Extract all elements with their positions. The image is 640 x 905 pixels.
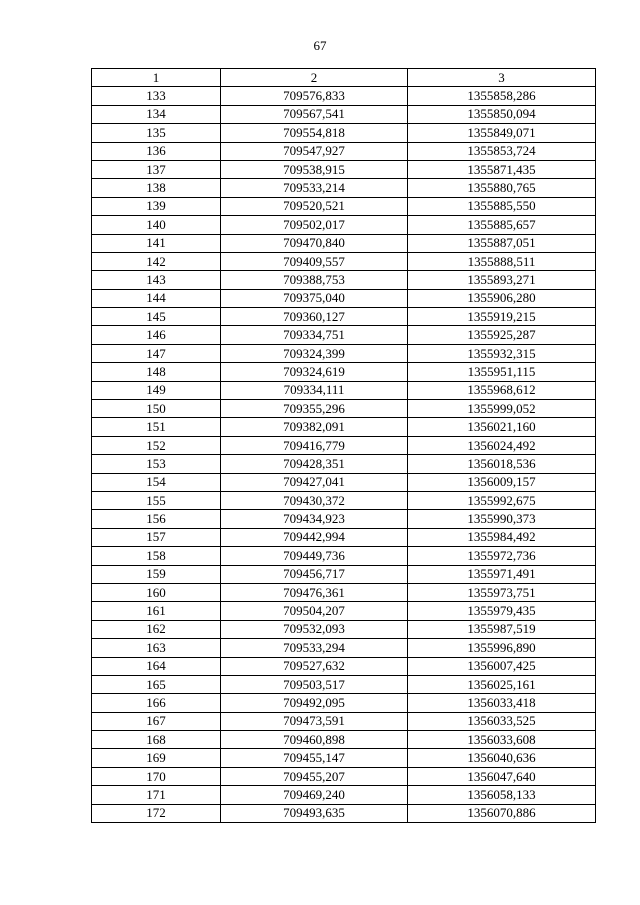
- table-row: [92, 455, 596, 473]
- point-number-cell: 146: [92, 326, 221, 344]
- y-coordinate-cell: 1355887,051: [408, 234, 596, 252]
- x-coordinate-cell: 709547,927: [221, 142, 408, 160]
- x-coordinate-cell: 709434,923: [221, 510, 408, 528]
- table-row: [92, 142, 596, 160]
- table-row: [92, 767, 596, 785]
- y-coordinate-cell: 1356033,418: [408, 694, 596, 712]
- table-row: [92, 675, 596, 693]
- x-coordinate-cell: 709520,521: [221, 197, 408, 215]
- table-row: [92, 344, 596, 362]
- y-coordinate-cell: 1355871,435: [408, 160, 596, 178]
- x-coordinate-cell: 709476,361: [221, 583, 408, 601]
- y-coordinate-cell: 1355919,215: [408, 308, 596, 326]
- y-coordinate-cell: 1356033,608: [408, 731, 596, 749]
- x-coordinate-cell: 709375,040: [221, 289, 408, 307]
- y-coordinate-cell: 1355850,094: [408, 105, 596, 123]
- x-coordinate-cell: 709576,833: [221, 87, 408, 105]
- y-coordinate-cell: 1355973,751: [408, 583, 596, 601]
- y-coordinate-cell: 1355906,280: [408, 289, 596, 307]
- x-coordinate-cell: 709324,399: [221, 344, 408, 362]
- table-row: [92, 657, 596, 675]
- y-coordinate-cell: 1356021,160: [408, 418, 596, 436]
- y-coordinate-cell: 1355996,890: [408, 639, 596, 657]
- y-coordinate-cell: 1355971,491: [408, 565, 596, 583]
- table-row: [92, 160, 596, 178]
- point-number-cell: 135: [92, 124, 221, 142]
- x-coordinate-cell: 709334,751: [221, 326, 408, 344]
- x-coordinate-cell: 709492,095: [221, 694, 408, 712]
- x-coordinate-cell: 709532,093: [221, 620, 408, 638]
- table-row: [92, 179, 596, 197]
- table-header-row: [92, 69, 596, 87]
- point-number-cell: 139: [92, 197, 221, 215]
- point-number-cell: 160: [92, 583, 221, 601]
- point-number-cell: 136: [92, 142, 221, 160]
- table-row: [92, 363, 596, 381]
- point-number-cell: 150: [92, 400, 221, 418]
- point-number-cell: 171: [92, 786, 221, 804]
- x-coordinate-cell: 709428,351: [221, 455, 408, 473]
- table-row: [92, 436, 596, 454]
- point-number-cell: 140: [92, 216, 221, 234]
- page-number: 67: [313, 38, 327, 53]
- x-coordinate-cell: 709416,779: [221, 436, 408, 454]
- point-number-cell: 169: [92, 749, 221, 767]
- y-coordinate-cell: 1355972,736: [408, 547, 596, 565]
- point-number-cell: 141: [92, 234, 221, 252]
- point-number-cell: 143: [92, 271, 221, 289]
- x-coordinate-cell: 709538,915: [221, 160, 408, 178]
- y-coordinate-cell: 1356058,133: [408, 786, 596, 804]
- y-coordinate-cell: 1355858,286: [408, 87, 596, 105]
- table-row: [92, 804, 596, 822]
- x-coordinate-cell: 709567,541: [221, 105, 408, 123]
- y-coordinate-cell: 1355990,373: [408, 510, 596, 528]
- table-row: [92, 620, 596, 638]
- table-row: [92, 639, 596, 657]
- table-row: [92, 289, 596, 307]
- x-coordinate-cell: 709503,517: [221, 675, 408, 693]
- point-number-cell: 153: [92, 455, 221, 473]
- point-number-cell: 158: [92, 547, 221, 565]
- y-coordinate-cell: 1356024,492: [408, 436, 596, 454]
- point-number-cell: 145: [92, 308, 221, 326]
- x-coordinate-cell: 709554,818: [221, 124, 408, 142]
- table-row: [92, 418, 596, 436]
- y-coordinate-cell: 1355885,657: [408, 216, 596, 234]
- point-number-cell: 154: [92, 473, 221, 491]
- x-coordinate-cell: 709334,111: [221, 381, 408, 399]
- x-coordinate-cell: 709442,994: [221, 528, 408, 546]
- y-coordinate-cell: 1355968,612: [408, 381, 596, 399]
- table-row: [92, 473, 596, 491]
- point-number-cell: 164: [92, 657, 221, 675]
- x-coordinate-cell: 709455,207: [221, 767, 408, 785]
- table-row: [92, 583, 596, 601]
- point-number-cell: 166: [92, 694, 221, 712]
- table-row: [92, 197, 596, 215]
- column-header-1: 1: [92, 69, 221, 87]
- y-coordinate-cell: 1356040,636: [408, 749, 596, 767]
- table-row: [92, 87, 596, 105]
- point-number-cell: 152: [92, 436, 221, 454]
- y-coordinate-cell: 1355979,435: [408, 602, 596, 620]
- y-coordinate-cell: 1355888,511: [408, 252, 596, 270]
- table-row: [92, 381, 596, 399]
- x-coordinate-cell: 709470,840: [221, 234, 408, 252]
- y-coordinate-cell: 1356018,536: [408, 455, 596, 473]
- point-number-cell: 168: [92, 731, 221, 749]
- table-row: [92, 602, 596, 620]
- x-coordinate-cell: 709469,240: [221, 786, 408, 804]
- y-coordinate-cell: 1355925,287: [408, 326, 596, 344]
- x-coordinate-cell: 709449,736: [221, 547, 408, 565]
- y-coordinate-cell: 1355880,765: [408, 179, 596, 197]
- coordinates-table: [91, 68, 596, 823]
- x-coordinate-cell: 709502,017: [221, 216, 408, 234]
- point-number-cell: 147: [92, 344, 221, 362]
- table-row: [92, 105, 596, 123]
- table-row: [92, 271, 596, 289]
- table-row: [92, 252, 596, 270]
- x-coordinate-cell: 709427,041: [221, 473, 408, 491]
- y-coordinate-cell: 1355853,724: [408, 142, 596, 160]
- point-number-cell: 162: [92, 620, 221, 638]
- y-coordinate-cell: 1355849,071: [408, 124, 596, 142]
- y-coordinate-cell: 1356007,425: [408, 657, 596, 675]
- x-coordinate-cell: 709473,591: [221, 712, 408, 730]
- y-coordinate-cell: 1355932,315: [408, 344, 596, 362]
- point-number-cell: 156: [92, 510, 221, 528]
- x-coordinate-cell: 709382,091: [221, 418, 408, 436]
- y-coordinate-cell: 1356047,640: [408, 767, 596, 785]
- x-coordinate-cell: 709324,619: [221, 363, 408, 381]
- y-coordinate-cell: 1355999,052: [408, 400, 596, 418]
- point-number-cell: 163: [92, 639, 221, 657]
- table-row: [92, 510, 596, 528]
- x-coordinate-cell: 709388,753: [221, 271, 408, 289]
- point-number-cell: 148: [92, 363, 221, 381]
- x-coordinate-cell: 709430,372: [221, 491, 408, 509]
- table-body: [92, 87, 596, 823]
- table-row: [92, 308, 596, 326]
- table-row: [92, 216, 596, 234]
- table-row: [92, 712, 596, 730]
- x-coordinate-cell: 709460,898: [221, 731, 408, 749]
- table-row: [92, 749, 596, 767]
- point-number-cell: 172: [92, 804, 221, 822]
- point-number-cell: 134: [92, 105, 221, 123]
- point-number-cell: 133: [92, 87, 221, 105]
- point-number-cell: 144: [92, 289, 221, 307]
- column-header-3: 3: [408, 69, 596, 87]
- point-number-cell: 138: [92, 179, 221, 197]
- point-number-cell: 157: [92, 528, 221, 546]
- x-coordinate-cell: 709409,557: [221, 252, 408, 270]
- point-number-cell: 151: [92, 418, 221, 436]
- point-number-cell: 159: [92, 565, 221, 583]
- table-row: [92, 565, 596, 583]
- y-coordinate-cell: 1356070,886: [408, 804, 596, 822]
- y-coordinate-cell: 1356025,161: [408, 675, 596, 693]
- point-number-cell: 149: [92, 381, 221, 399]
- y-coordinate-cell: 1355984,492: [408, 528, 596, 546]
- point-number-cell: 165: [92, 675, 221, 693]
- point-number-cell: 142: [92, 252, 221, 270]
- table-row: [92, 547, 596, 565]
- point-number-cell: 155: [92, 491, 221, 509]
- table-row: [92, 326, 596, 344]
- x-coordinate-cell: 709456,717: [221, 565, 408, 583]
- y-coordinate-cell: 1355951,115: [408, 363, 596, 381]
- point-number-cell: 137: [92, 160, 221, 178]
- table-row: [92, 786, 596, 804]
- y-coordinate-cell: 1355893,271: [408, 271, 596, 289]
- table-row: [92, 731, 596, 749]
- y-coordinate-cell: 1355992,675: [408, 491, 596, 509]
- x-coordinate-cell: 709504,207: [221, 602, 408, 620]
- x-coordinate-cell: 709360,127: [221, 308, 408, 326]
- x-coordinate-cell: 709527,632: [221, 657, 408, 675]
- x-coordinate-cell: 709455,147: [221, 749, 408, 767]
- column-header-2: 2: [221, 69, 408, 87]
- x-coordinate-cell: 709493,635: [221, 804, 408, 822]
- table-row: [92, 124, 596, 142]
- y-coordinate-cell: 1355885,550: [408, 197, 596, 215]
- x-coordinate-cell: 709533,214: [221, 179, 408, 197]
- table-row: [92, 234, 596, 252]
- table-row: [92, 400, 596, 418]
- y-coordinate-cell: 1356033,525: [408, 712, 596, 730]
- y-coordinate-cell: 1356009,157: [408, 473, 596, 491]
- table-row: [92, 528, 596, 546]
- point-number-cell: 167: [92, 712, 221, 730]
- y-coordinate-cell: 1355987,519: [408, 620, 596, 638]
- point-number-cell: 170: [92, 767, 221, 785]
- x-coordinate-cell: 709533,294: [221, 639, 408, 657]
- table-row: [92, 694, 596, 712]
- point-number-cell: 161: [92, 602, 221, 620]
- table-row: [92, 491, 596, 509]
- x-coordinate-cell: 709355,296: [221, 400, 408, 418]
